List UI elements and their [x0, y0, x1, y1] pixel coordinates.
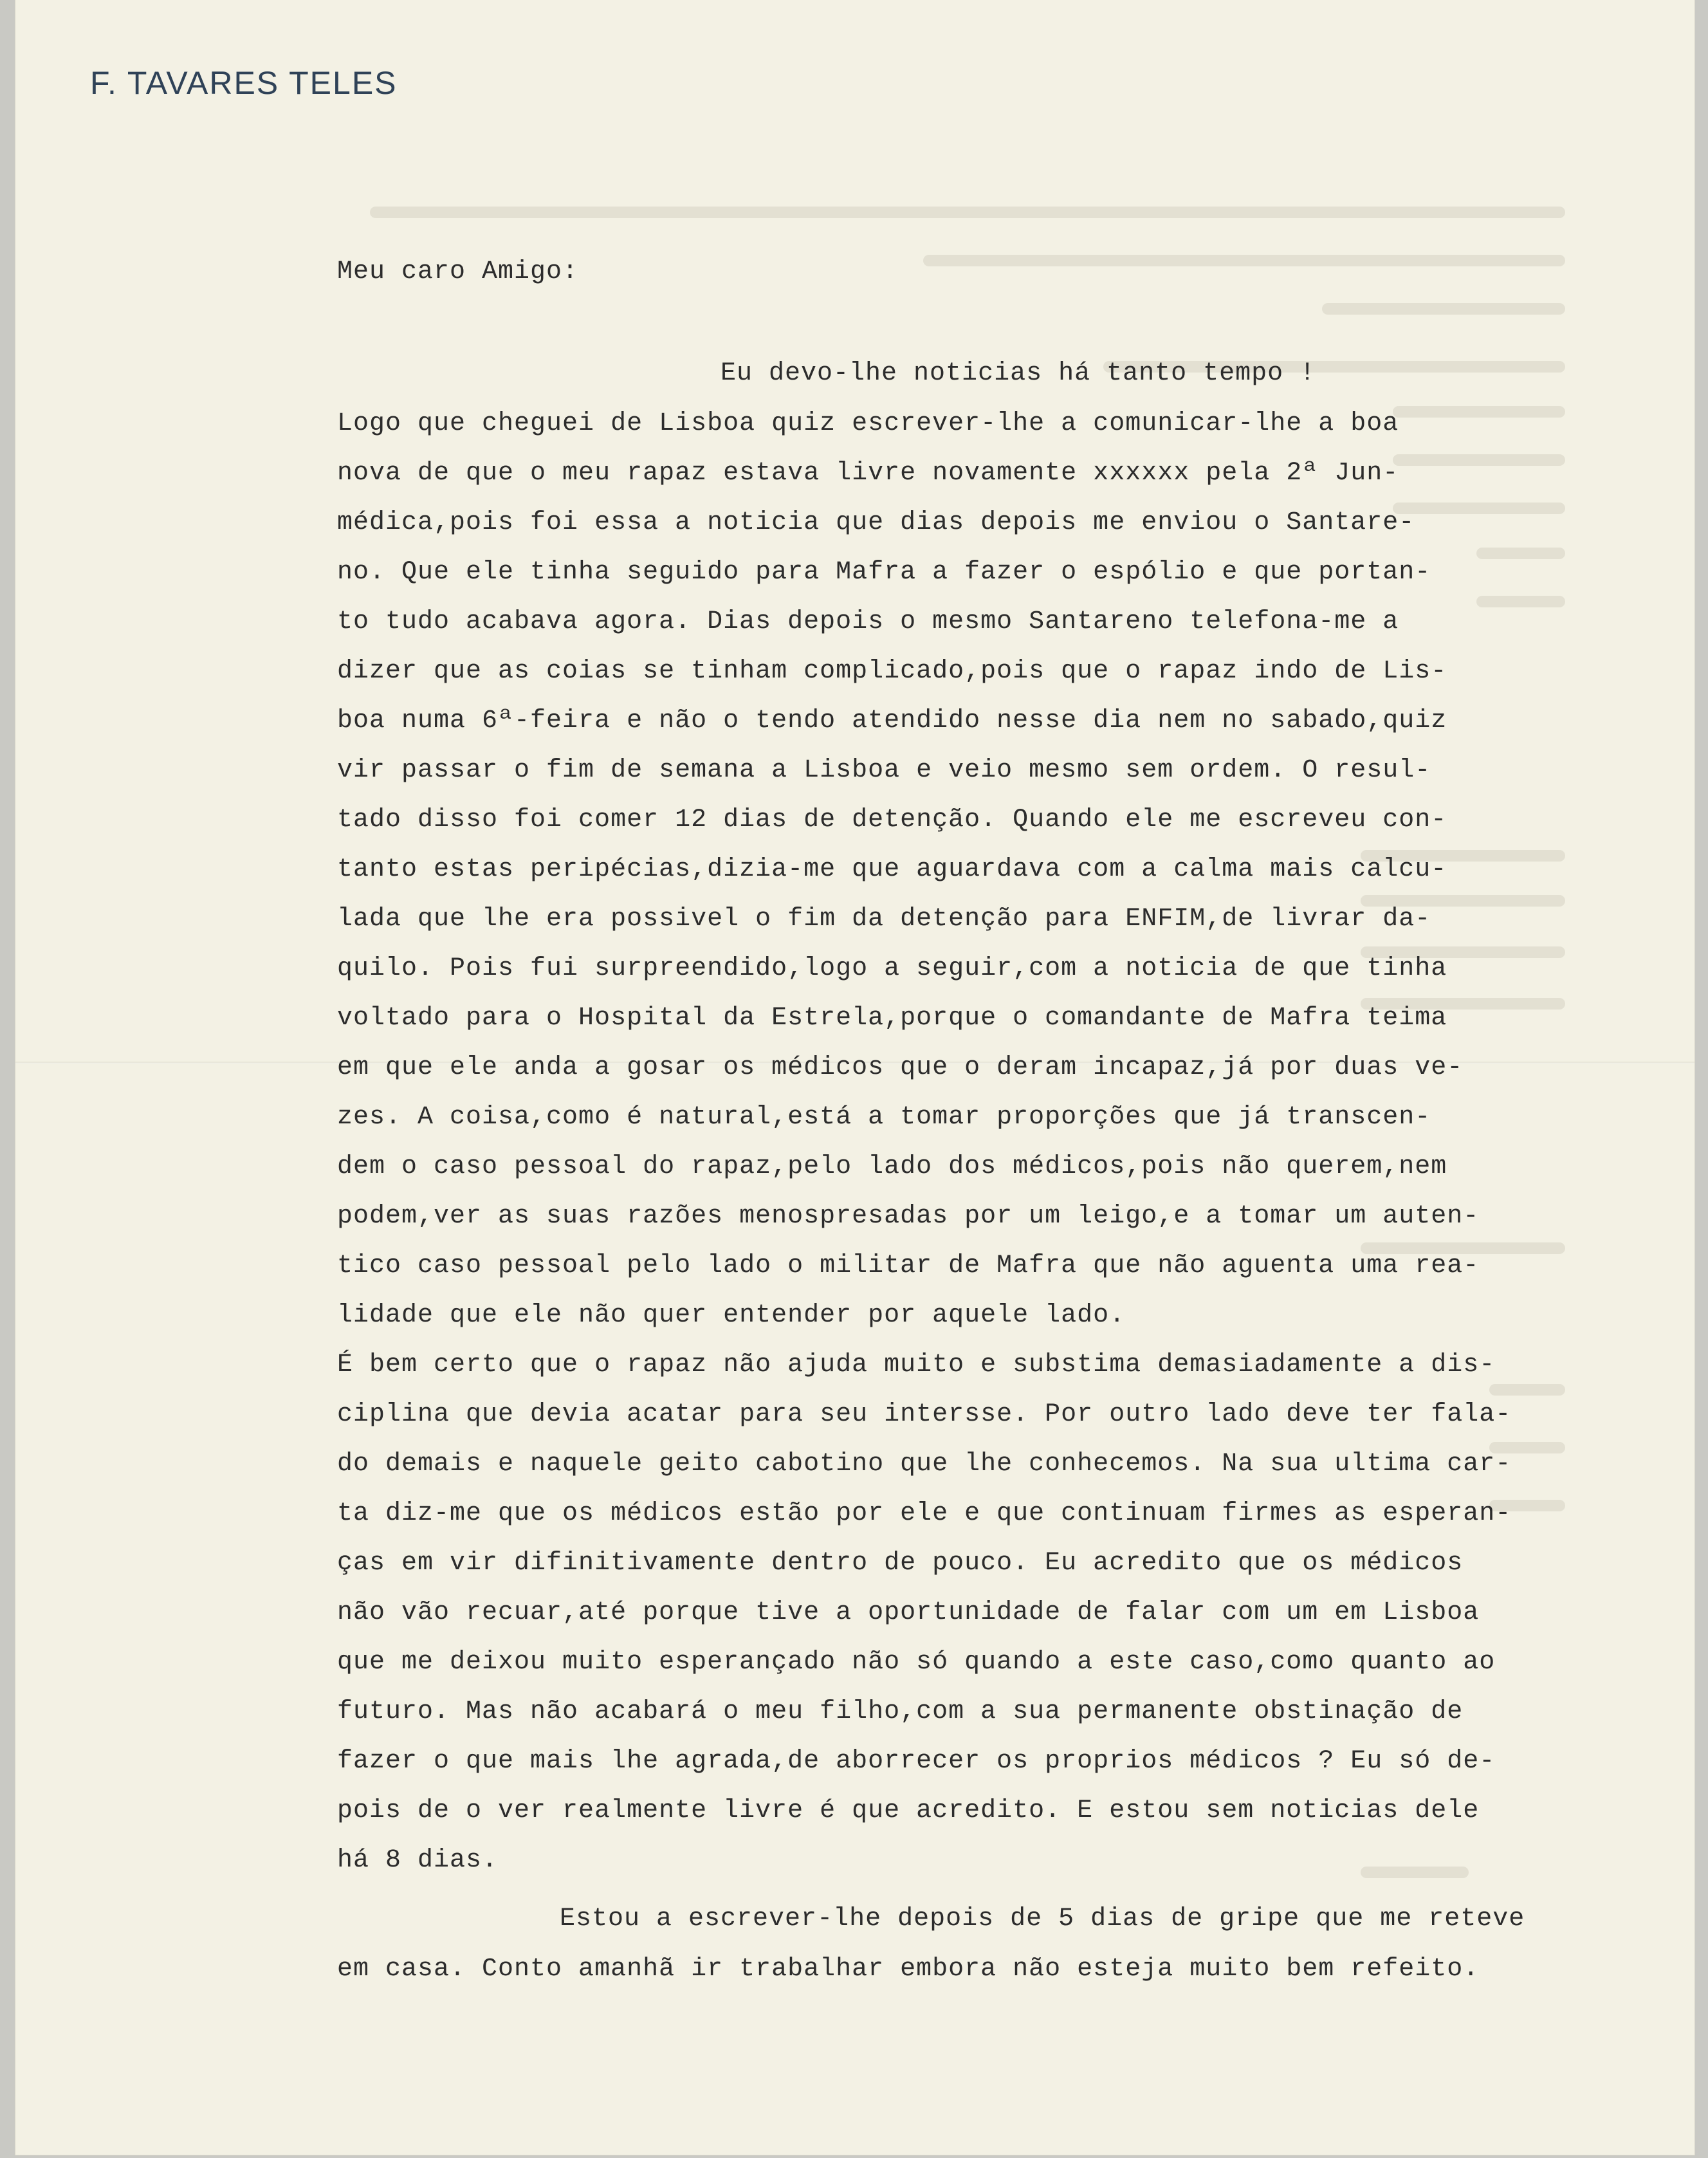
- body-line: médica,pois foi essa a noticia que dias depois me enviou o Santare-: [337, 508, 1415, 537]
- body-line: ciplina que devia acatar para seu intersse. Por outro lado deve ter fala-: [337, 1400, 1512, 1429]
- body-line: no. Que ele tinha seguido para Mafra a fazer o espólio e que portan-: [337, 558, 1431, 587]
- body-line: não vão recuar,até porque tive a oportunidade de falar com um em Lisboa: [337, 1598, 1480, 1627]
- body-line: lidade que ele não quer entender por aquele lado.: [337, 1301, 1126, 1330]
- body-line: futuro. Mas não acabará o meu filho,com a sua permanente obstinação de: [337, 1697, 1464, 1726]
- salutation: Meu caro Amigo:: [337, 257, 579, 286]
- opening-line: Eu devo-lhe noticias há tanto tempo !: [721, 359, 1316, 388]
- body-line: dizer que as coias se tinham complicado,pois que o rapaz indo de Lis-: [337, 657, 1447, 686]
- body-line: que me deixou muito esperançado não só quando a este caso,como quanto ao: [337, 1648, 1496, 1677]
- body-line: quilo. Pois fui surpreendido,logo a seguir,com a noticia de que tinha: [337, 954, 1447, 983]
- body-line: dem o caso pessoal do rapaz,pelo lado dos médicos,pois não querem,nem: [337, 1152, 1447, 1181]
- body-line: podem,ver as suas razões menospresadas por um leigo,e a tomar um auten-: [337, 1202, 1480, 1231]
- body-line: boa numa 6ª-feira e não o tendo atendido nesse dia nem no sabado,quiz: [337, 706, 1447, 735]
- letter-page: [15, 0, 1694, 2155]
- body-line: lada que lhe era possivel o fim da detenção para ENFIM,de livrar da-: [337, 905, 1431, 934]
- body-line: Logo que cheguei de Lisboa quiz escrever-lhe a comunicar-lhe a boa: [337, 409, 1399, 438]
- closing-line-2: em casa. Conto amanhã ir trabalhar embora não esteja muito bem refeito.: [337, 1955, 1480, 1984]
- body-line: tado disso foi comer 12 dias de detenção. Quando ele me escreveu con-: [337, 806, 1447, 835]
- body-line: É bem certo que o rapaz não ajuda muito e substima demasiadamente a dis-: [337, 1351, 1496, 1379]
- body-line: há 8 dias.: [337, 1846, 499, 1875]
- body-line: em que ele anda a gosar os médicos que o deram incapaz,já por duas ve-: [337, 1053, 1464, 1082]
- body-line: pois de o ver realmente livre é que acredito. E estou sem noticias dele: [337, 1796, 1480, 1825]
- body-line: to tudo acabava agora. Dias depois o mesmo Santareno telefona-me a: [337, 607, 1399, 636]
- body-line: ças em vir difinitivamente dentro de pouco. Eu acredito que os médicos: [337, 1549, 1464, 1578]
- body-line: ta diz-me que os médicos estão por ele e que continuam firmes as esperan-: [337, 1499, 1512, 1528]
- body-line: zes. A coisa,como é natural,está a tomar proporções que já transcen-: [337, 1103, 1431, 1132]
- body-line: fazer o que mais lhe agrada,de aborrecer os proprios médicos ? Eu só de-: [337, 1747, 1496, 1776]
- letterhead: F. TAVARES TELES: [90, 65, 398, 101]
- body-line: tico caso pessoal pelo lado o militar de Mafra que não aguenta uma rea-: [337, 1251, 1480, 1280]
- body-line: do demais e naquele geito cabotino que lhe conhecemos. Na sua ultima car-: [337, 1450, 1512, 1479]
- body-line: voltado para o Hospital da Estrela,porque o comandante de Mafra teima: [337, 1004, 1447, 1033]
- body-line: vir passar o fim de semana a Lisboa e veio mesmo sem ordem. O resul-: [337, 756, 1431, 785]
- body-line: nova de que o meu rapaz estava livre novamente xxxxxx pela 2ª Jun-: [337, 459, 1399, 488]
- body-line: tanto estas peripécias,dizia-me que aguardava com a calma mais calcu-: [337, 855, 1447, 884]
- closing-line-1: Estou a escrever-lhe depois de 5 dias de gripe que me reteve: [560, 1904, 1525, 1933]
